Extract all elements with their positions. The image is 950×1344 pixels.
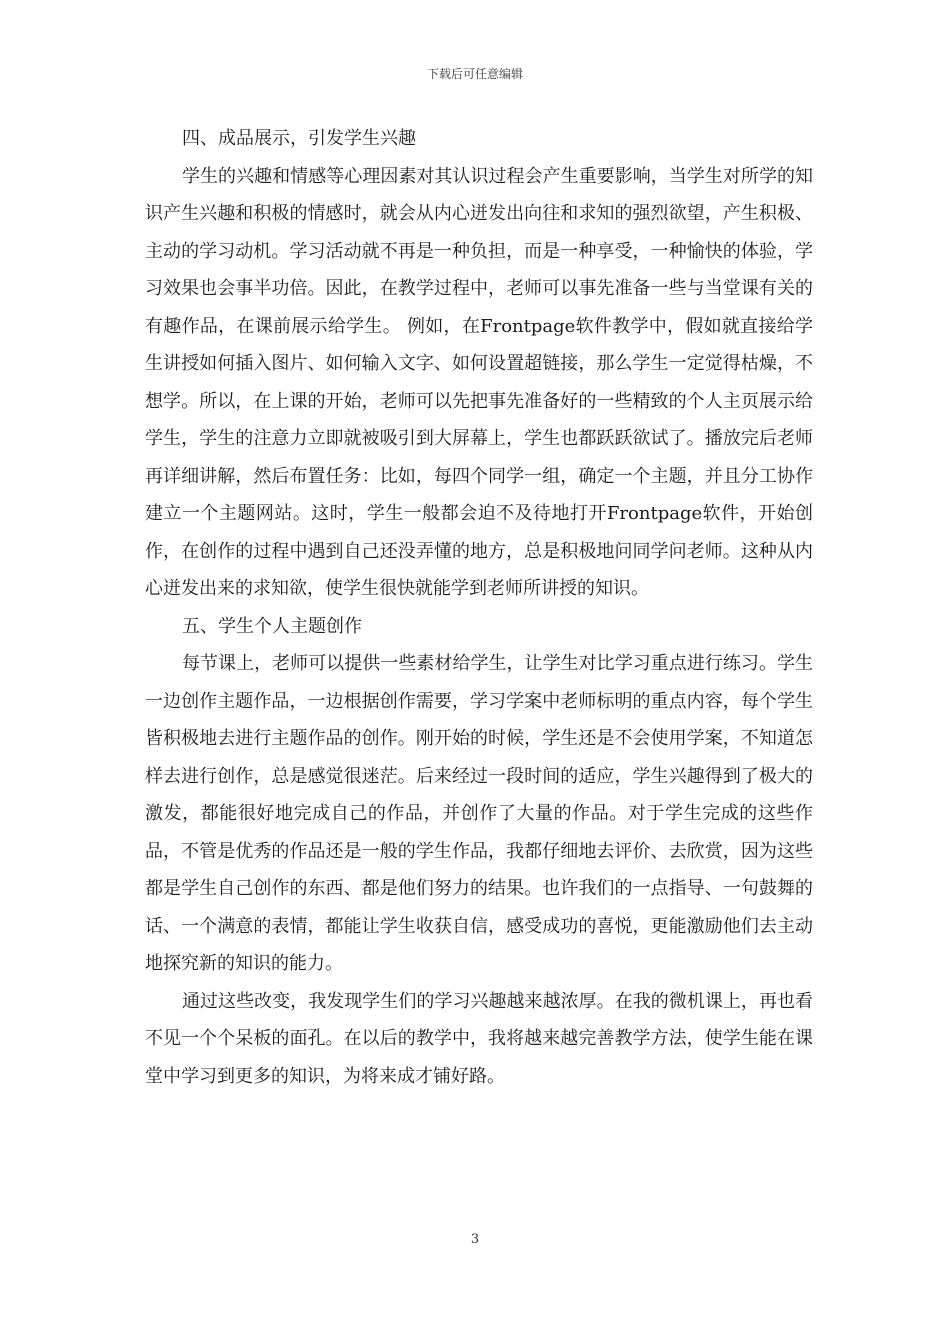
section-heading-5: 五、学生个人主题创作 xyxy=(182,615,362,637)
section-heading-4: 四、成品展示，引发学生兴趣 xyxy=(182,128,416,149)
body-paragraph: 每节课上，老师可以提供一些素材给学生，让学生对比学习重点进行练习。学生一边创作主题作品，一边根据创作需要，学习学案中老师标明的重点内容，每个学生皆积极地去进行主题作品的创作。刚开始的时候，学生还是不会使用学案，不知道怎样去进行创作，总是感觉很迷茫。后来经过一段时间的适应，学生兴趣得到了极大的激发，都能很好地完成自己的作品，并创作了大量的作品。对于学生完成的这些作品，不管是优秀的作品还是一般的学生作品，我都仔细地去评价、去欣赏，因为这些都是学生自己创作的东西、都是他们努力的结果。也许我们的一点指导、一句鼓舞的话、一个满意的表情，都能让学生收获自信，感受成功的喜悦，更能激励他们去主动地探究新的知识的能力。 xyxy=(145,653,813,974)
body-paragraph: 学生的兴趣和情感等心理因素对其认识过程会产生重要影响，当学生对所学的知识产生兴趣和积极的情感时，就会从内心迸发出向往和求知的强烈欲望，产生积极、主动的学习动机。学习活动就不再是一种负担，而是一种享受，一种愉快的体验，学习效果也会事半功倍。因此，在教学过程中，老师可以事先准备一些与当堂课有关的有趣作品，在课前展示给学生。 例如，在Frontpage软件教学中，假如就直接给学生讲授如何插入图片、如何输入文字、如何设置超链接，那么学生一定觉得枯燥，不想学。所以，在上课的开始，老师可以先把事先准备好的一些精致的个人主页展示给学生，学生的注意力立即就被吸引到大屏幕上，学生也都跃跃欲试了。播放完后老师再详细讲解，然后布置任务：比如，每四个同学一组，确定一个主题，并且分工协作建立一个主题网站。这时，学生一般都会迫不及待地打开Frontpage软件，开始创作，在创作的过程中遇到自己还没弄懂的地方，总是积极地问同学问老师。这种从内心迸发出来的求知欲，使学生很快就能学到老师所讲授的知识。 xyxy=(145,165,813,599)
page-number: 3 xyxy=(470,1232,480,1247)
document-body xyxy=(145,120,813,1095)
page-header: 下载后可任意编辑 xyxy=(426,67,523,81)
conclusion-paragraph: 通过这些改变，我发现学生们的学习兴趣越来越浓厚。在我的微机课上，再也看不见一个个呆板的面孔。在以后的教学中，我将越来越完善教学方法，使学生能在课堂中学习到更多的知识，为将来成才铺好路。 xyxy=(145,990,813,1087)
